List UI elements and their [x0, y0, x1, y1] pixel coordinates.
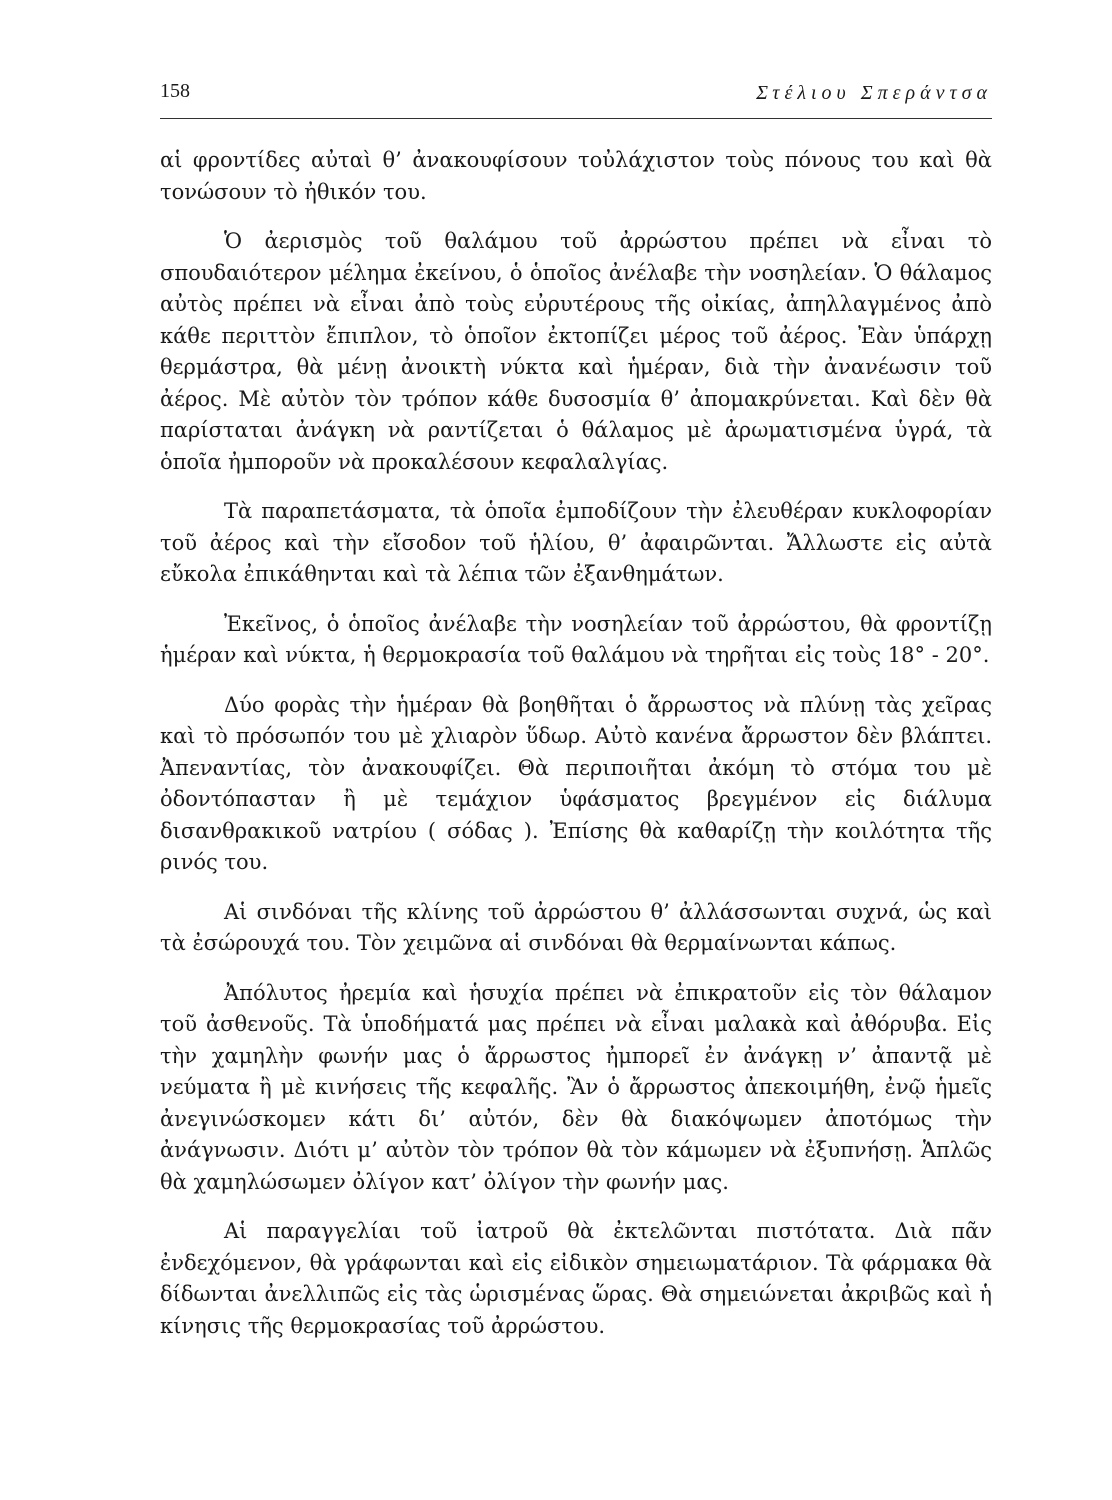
document-page — [160, 72, 992, 1432]
paragraph-ventilation: Ὁ ἀερισμὸς τοῦ θαλάμου τοῦ ἀρρώστου πρέπει νὰ εἶναι τὸ σπουδαιότερον μέλημα ἐκείνου, ὁ ὁποῖος ἀνέλαβε τὴν νοσηλείαν. Ὁ θάλαμος αὐτὸς πρέπει νὰ εἶναι ἀπὸ τοὺς εὐρυτέρους τῆς οἰκίας, ἀπηλλαγμένος ἀπὸ κάθε περιττὸν ἔπιπλον, τὸ ὁποῖον ἐκτοπίζει μέρος τοῦ ἀέρος. Ἐὰν ὑπάρχῃ θερμάστρα, θὰ μένῃ ἀνοικτὴ νύκτα καὶ ἡμέραν, διὰ τὴν ἀνανέωσιν τοῦ ἀέρος. Μὲ αὐτὸν τὸν τρόπον κάθε δυσοσμία θ’ ἀπομακρύνεται. Καὶ δὲν θὰ παρίσταται ἀνάγκη νὰ ραντίζεται ὁ θάλαμος μὲ ἀρωματισμένα ὑγρά, τὰ ὁποῖα ἠμποροῦν νὰ προκαλέσουν κεφαλαλγίας. — [160, 229, 992, 474]
running-header — [160, 72, 992, 119]
paragraph-continuation: αἱ φροντίδες αὐταὶ θ’ ἀνακουφίσουν τοὐλάχιστον τοὺς πόνους του καὶ θὰ τονώσουν τὸ ἠθικόν του. — [160, 148, 992, 204]
paragraph-washing: Δύο φορὰς τὴν ἡμέραν θὰ βοηθῆται ὁ ἄρρωστος νὰ πλύνῃ τὰς χεῖρας καὶ τὸ πρόσωπόν του μὲ χλιαρὸν ὕδωρ. Αὐτὸ κανένα ἄρρωστον δὲν βλάπτει. Ἀπεναντίας, τὸν ἀνακουφίζει. Θὰ περιποιῆται ἀκόμη τὸ στόμα του μὲ ὀδοντόπασταν ἢ μὲ τεμάχιον ὑφάσματος βρεγμένον εἰς διάλυμα δισανθρακικοῦ νατρίου ( σόδας ). Ἐπίσης θὰ καθαρίζῃ τὴν κοιλότητα τῆς ρινός του. — [160, 692, 992, 874]
running-title-author: Στέλιου Σπεράντσα — [756, 82, 992, 104]
paragraph-doctor-orders: Αἱ παραγγελίαι τοῦ ἰατροῦ θὰ ἐκτελῶνται πιστότατα. Διὰ πᾶν ἐνδεχόμενον, θὰ γράφωνται καὶ εἰς εἰδικὸν σημειωματάριον. Τὰ φάρμακα θὰ δίδωνται ἀνελλιπῶς εἰς τὰς ὡρισμένας ὥρας. Θὰ σημειώνεται ἀκριβῶς καὶ ἡ κίνησις τῆς θερμοκρασίας τοῦ ἀρρώστου. — [160, 1219, 992, 1338]
page-number: 158 — [160, 80, 190, 102]
body-text — [160, 145, 992, 1342]
paragraph-temperature: Ἐκεῖνος, ὁ ὁποῖος ἀνέλαβε τὴν νοσηλείαν τοῦ ἀρρώστου, θὰ φροντίζῃ ἡμέραν καὶ νύκτα, ἡ θερμοκρασία τοῦ θαλάμου νὰ τηρῆται εἰς τοὺς 18° - 20°. — [160, 611, 992, 667]
paragraph-curtains: Τὰ παραπετάσματα, τὰ ὁποῖα ἐμποδίζουν τὴν ἐλευθέραν κυκλοφορίαν τοῦ ἀέρος καὶ τὴν εἴσοδον τοῦ ἡλίου, θ’ ἀφαιρῶνται. Ἄλλωστε εἰς αὐτὰ εὔκολα ἐπικάθηνται καὶ τὰ λέπια τῶν ἐξανθημάτων. — [160, 499, 992, 586]
paragraph-quiet: Ἀπόλυτος ἠρεμία καὶ ἡσυχία πρέπει νὰ ἐπικρατοῦν εἰς τὸν θάλαμον τοῦ ἀσθενοῦς. Τὰ ὑποδήματά μας πρέπει νὰ εἶναι μαλακὰ καὶ ἀθόρυβα. Εἰς τὴν χαμηλὴν φωνήν μας ὁ ἄρρωστος ἠμπορεῖ ἐν ἀνάγκῃ ν’ ἀπαντᾷ μὲ νεύματα ἢ μὲ κινήσεις τῆς κεφαλῆς. Ἂν ὁ ἄρρωστος ἀπεκοιμήθη, ἐνῷ ἡμεῖς ἀνεγινώσκομεν κάτι δι’ αὐτόν, δὲν θὰ διακόψωμεν ἀποτόμως τὴν ἀνάγνωσιν. Διότι μ’ αὐτὸν τὸν τρόπον θὰ τὸν κάμωμεν νὰ ἐξυπνήσῃ. Ἁπλῶς θὰ χαμηλώσωμεν ὀλίγον κατ’ ὀλίγον τὴν φωνήν μας. — [160, 980, 992, 1194]
paragraph-sheets: Αἱ σινδόναι τῆς κλίνης τοῦ ἀρρώστου θ’ ἀλλάσσωνται συχνά, ὡς καὶ τὰ ἐσώρουχά του. Τὸν χειμῶνα αἱ σινδόναι θὰ θερμαίνωνται κάπως. — [160, 899, 992, 955]
